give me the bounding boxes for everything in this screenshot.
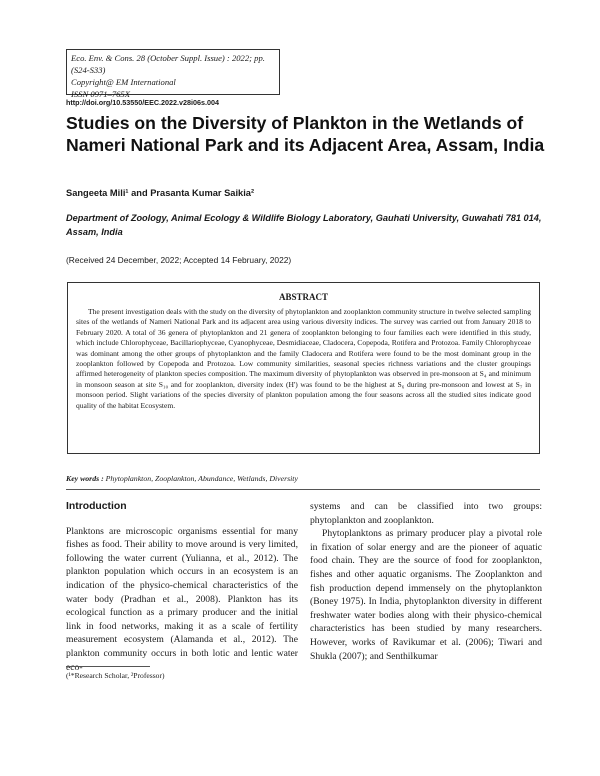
- abstract-text: The present investigation deals with the study on the diversity of phytoplankton and zooplankton community structure in twelve selected sampling sites of the wetlands of Nameri National Park and its adjacent area using various diversity indices. The survey was carried out from January 2018 to February 2020. A total of 36 genera of phytoplankton and 21 genera of zooplankton belonging to four families each were identified in this study, which include Chlorophyceae, Bacillariophyceae, Cyanophyceae, Desmidiaceae, Cladocera, Copepoda, Rotifera and Protozoa. Family Chlorophyceae was dominant among the other groups of phytoplankton and the family Cladocera and Rotifera were found to be the most dominant group in the zooplankton followed by Copepoda and Protozoa. Low community similarities, seasonal species richness variations and the cluster groupings affirmed heterogeneity of plankton species composition. The maximum diversity of phytoplankton was observed in pre-monsoon at S₄ and minimum in monsoon season at site S₁₀ and for zooplankton, diversity index (H') was found to be the highest at S₆ during pre-monsoon and lowest at S₇ in monsoon period. Slight variations of the species diversity of plankton population among the four seasons across all the studied sites indicate good quality of the habitat Ecosystem.: [76, 307, 531, 410]
- abstract-box: [67, 282, 540, 454]
- intro-paragraph-1: Planktons are microscopic organisms essential for many fishes as food. Their ability to move around is very limited, following the water current (Yulianna, et al., 2012). The plankton population which occurs in an ecosystem is an indication of the physico-chemical characteristics of the water body (Pradhan et al., 2008). Plankton has its ecological function as a primary producer and the initial link in food networks, making it as a scale of fertility measurement ecosystem (Alamanda et al., 2012). The plankton community occurs in both lotic and lentic water eco-: [66, 525, 298, 673]
- intro-paragraph-2: Phytoplanktons as primary producer play a pivotal role in fixation of solar energy and are the pioneer of aquatic food chain. They are the source of food for zooplankton, fishes and other aquatic organisms. The Zooplankton and fish production depend immensely on the phytoplankton (Boney 1975). In India, phytoplankton diversity in different freshwater water bodies along with their physico-chemical characteristics has been studied by many researchers. However, works of Ravikumar et al. (2006); Tiwari and Shukla (2007); and Senthilkumar: [310, 528, 542, 662]
- right-column: [310, 500, 542, 663]
- intro-paragraph-1-continued: systems and can be classified into two groups: phytoplankton and zooplankton.: [310, 501, 542, 526]
- paper-title: Studies on the Diversity of Plankton in the Wetlands of Nameri National Park and its Adjacent Area, Assam, India: [66, 113, 545, 155]
- footnote-divider: [66, 666, 150, 667]
- doi-link[interactable]: http://doi.org/10.53550/EEC.2022.v28i06s.004: [66, 98, 220, 107]
- keywords-line: [66, 474, 298, 483]
- footnote: (¹*Research Scholar, ²Professor): [66, 671, 165, 680]
- keywords-text: Phytoplankton, Zooplankton, Abundance, Wetlands, Diversity: [105, 474, 298, 483]
- issn-line: ISSN 0971–765X: [71, 89, 130, 99]
- journal-issue-line: Eco. Env. & Cons. 28 (October Suppl. Issue) : 2022; pp. (S24-S33): [71, 53, 265, 75]
- keywords-label: Key words :: [66, 474, 104, 483]
- section-heading-introduction: Introduction: [66, 501, 127, 512]
- affiliation: Department of Zoology, Animal Ecology & Wildlife Biology Laboratory, Gauhati University, Guwahati 781 014, Assam, India: [66, 213, 542, 237]
- journal-citation-box: [66, 49, 280, 99]
- abstract-heading: ABSTRACT: [278, 292, 328, 302]
- author-list: Sangeeta Mili¹ and Prasanta Kumar Saikia²: [66, 188, 255, 198]
- keywords-divider: [66, 489, 540, 490]
- left-column: [66, 500, 298, 674]
- received-dates: (Received 24 December, 2022; Accepted 14 February, 2022): [66, 255, 292, 265]
- copyright-line: Copyright@ EM International: [71, 77, 176, 87]
